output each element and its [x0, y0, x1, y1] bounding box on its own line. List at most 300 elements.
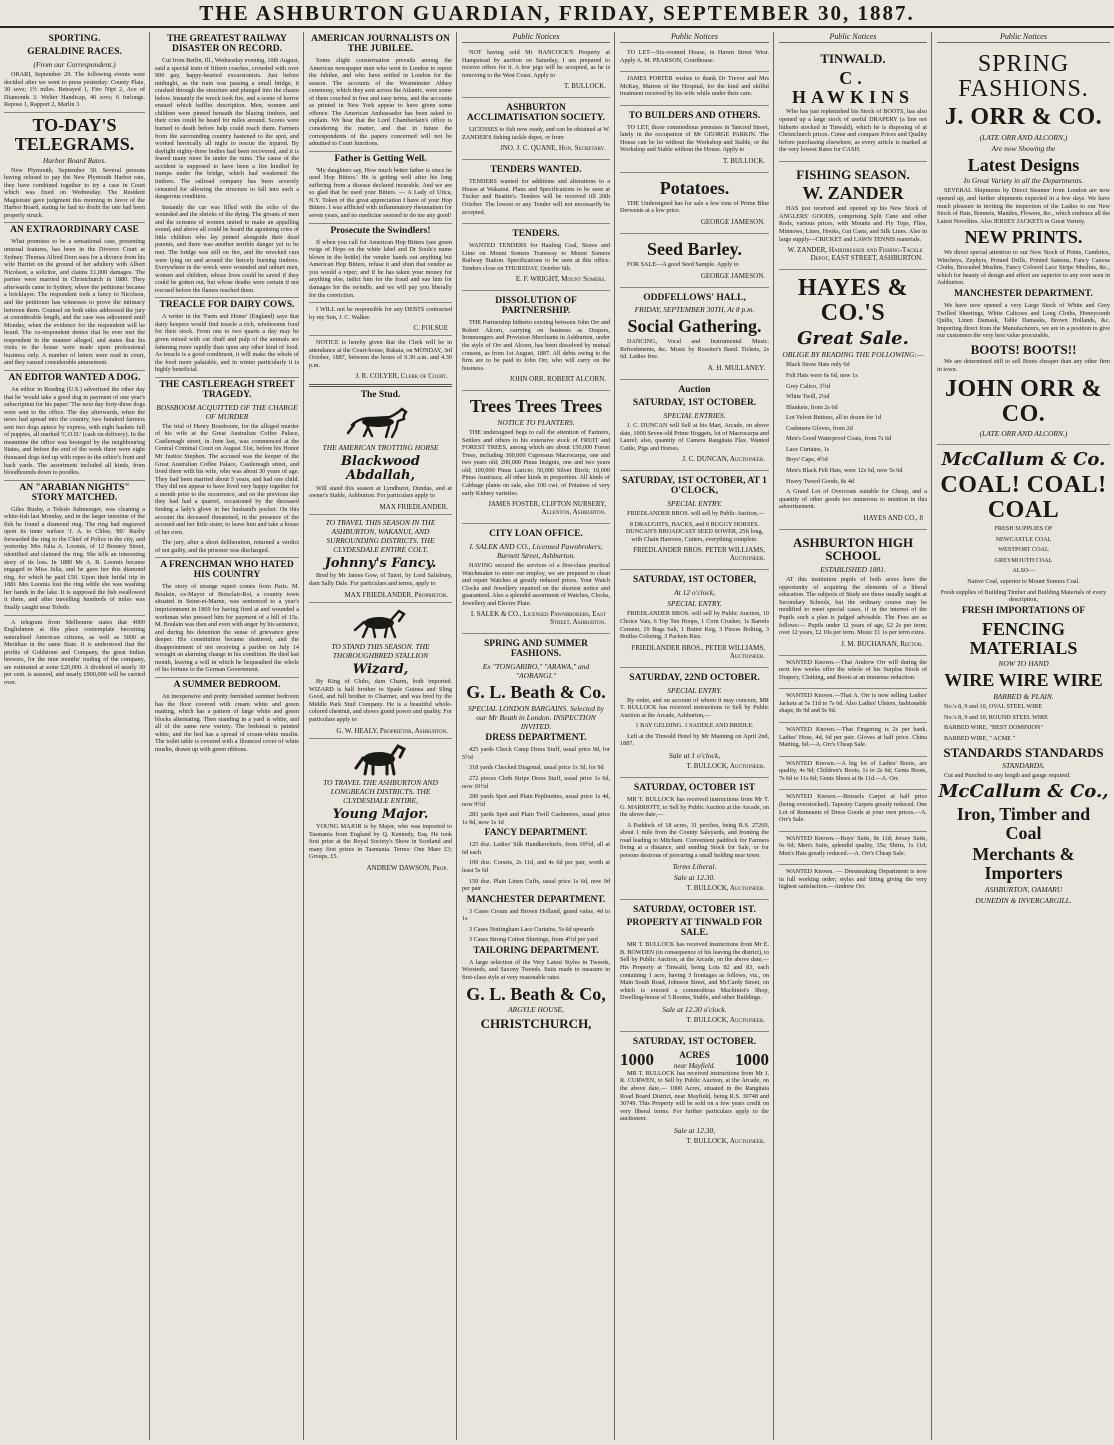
divider	[309, 602, 452, 603]
auction-duncan	[620, 380, 769, 471]
trees-signature: JAMES FOSTER, CLIFTON NURSERY, Allenton, Ashburton.	[488, 500, 606, 517]
auction3-body: FRIEDLANDER BROS. will sell by Public Auction, 10 Choice Vats, 6 Top Ten Hoops, 1 Corn Crusher, 1s Barrels Cement, 19 Bags Salt, 1 Butter Keg, 3 Pieces Bolting, 3 Bottles Coloring, 3 Packets Ries.	[620, 610, 769, 641]
hayes-signature: HAYES AND CO., 8	[863, 513, 923, 522]
trotting-horse-icon	[346, 403, 416, 441]
wire-subheading: BARBED & PLAIN.	[993, 692, 1054, 702]
column-header: Public Notices	[620, 32, 769, 43]
stud4-intro: TO TRAVEL THE ASHBURTON AND LONGBEACH DISTRICTS. THE CLYDESDALE ENTIRE,	[323, 777, 438, 805]
dissolution-notice	[462, 291, 610, 391]
auction4-type: SPECIAL ENTRY.	[667, 685, 722, 695]
father-body: 'My daughters say, How much better father is since he used Hop Bitters.' He is getting well after his long suffering from a disease declared incurable. And we are so glad that he used your Bitters. — A Lady of Utica, N.Y. Token of the great appreciation I have of your Hop Bitters. I was afflicted with inflammatory rheumatism for seven years, and no medicine seemed to do me any good!	[309, 166, 452, 220]
masthead: THE ASHBURTON GUARDIAN, FRIDAY, SEPTEMBER 30, 1887.	[0, 0, 1114, 28]
extraordinary-body: What promises to be a sensational case, presenting unusual features, has been in the Divorce Court at Sydney. Thomas Alfred Dorn sues for a divorce from his wife Harriet on the ground of her adultery with Albert Nicolson, a solicitor, and claims £1,000 damages. The parties were married in Christchurch in 1880. They afterwards came to Sydney, where the petitioner became a bricklayer. The respondent took a fancy to Nicolson, and the petitioner has witnesses to prove the intimacy between them. Counsel on both sides addressed the jury at considerable length, and the case was adjourned until Monday, when the evidence for the respondent will be heard. The co-respondent denies that he ever met the respondent in the manner alleged, and states that his visits to the house were made upon professional business only. A number of letters were read in court, and they caused considerable amusement.	[4, 238, 145, 367]
father-heading: Father is Getting Well.	[334, 153, 427, 164]
fencing-heading: FENCING MATERIALS	[969, 618, 1078, 658]
column-header: Public Notices	[937, 32, 1110, 43]
orr-subheading: (LATE ORR AND ALCORN,)	[979, 132, 1068, 142]
hayes-row: Heavy Tweed Goods, 8s 4d	[786, 477, 855, 485]
journalists-heading: AMERICAN JOURNALISTS ON THE JUBILEE.	[311, 34, 450, 54]
oddfellows-date: FRIDAY, SEPTEMBER 30TH, At 8 p.m.	[634, 305, 755, 315]
castlereagh-body: The trial of Henry Bossboom, for the alleged murder of his wife at the Great Australian Coffee Palace, Castlereagh street, in June last, was commenced at the Central Criminal Court on August 31st, before his Honor Mr Justice Stephen. The accused was the keeper of the Great Australian Coffee Palace, Castlereagh street, and lived there with his wife, who was about 30 years of age. They had been married about 5 years, and had one child. They did not appear to have lived very happy together for a month prior to the occurrence, and on the previous day they had had a quarrel, occasioned by the deceased finding a lady's glove in her husband's pocket. On this account the deceased threatened, in the presence of the accused and her little sister, to leave him and take a house of her own.	[155, 422, 299, 536]
column-news-3	[305, 32, 457, 1440]
divider	[4, 370, 145, 371]
tenders-body: TENDERS wanted for additions and alterations to a House at Wakanui. Plans and Specifications to be seen at Tucker and Beattie's. Tenders will be received till 20th October. The lowest or any Tender will not necessarily be accepted.	[462, 178, 610, 216]
latest-heading: Latest Designs	[967, 154, 1080, 175]
builders-body: TO LET, those commodious premises in Tancred Street, lately in the occupation of Mr GEORGE PARKIN. The House can be let without the Workshop and Stable, or the Workshop and Stable without the House. Apply to	[620, 123, 769, 154]
hayes-row: Lace Curtains, 1s	[786, 445, 830, 453]
stud1-intro: THE AMERICAN TROTTING HORSE	[322, 443, 439, 453]
auction4-signature: T. BULLOCK, Auctioneer.	[686, 761, 765, 770]
auction-friedlander-1	[620, 471, 769, 570]
dissolution-heading: DISSOLUTION OF PARTNERSHIP.	[495, 296, 577, 317]
acclimatisation-notice	[462, 98, 610, 160]
dress-row: 283 yards Spot and Plain Twill Cashmeres, usual price 1s 9d, now 1s 1d	[462, 811, 610, 826]
hawkins-body: Who has just replenished his Stock of BOOTS, has also opened up a large stock of useful DRAPERY (a line not hitherto stocked in Tinwald), which he is disposing of at Christchurch prices. Come and compare Prices and Quality before purchasing elsewhere, as every article is marked at the very lowest Rates for CASH.	[779, 108, 927, 154]
beath-subheading: SPECIAL LONDON BARGAINS. Selected by our Mr Beath in London. INSPECTION INVITED.	[468, 704, 604, 732]
social-body: DANCING, Vocal and Instrumental Music. Refreshments, &c. Music by Rossiter's Band. Tickets, 2s 6d. Ladies free.	[620, 338, 769, 361]
column-notices-3	[775, 32, 932, 1440]
jorr-heading: JOHN ORR & CO.	[945, 375, 1102, 427]
treacle-heading: TREACLE FOR DAIRY COWS.	[159, 300, 295, 311]
orr-wanted-1	[779, 656, 927, 690]
column-notices-2	[616, 32, 774, 1440]
school-established: ESTABLISHED 1881.	[820, 565, 886, 575]
auction5-terms: Terms Liberal.	[672, 862, 717, 872]
divider	[155, 377, 299, 378]
fancy-row: 150 doz. Plain Linen Cuffs, usual price 1s 6d, now 9d per pair	[462, 877, 610, 893]
divider	[155, 677, 299, 678]
wanted-notice: WANTED Known.—A big lot of Ladies' Boots, are quality, 4s 9d; Children's Boots, 1s to 2s 6d; Gents Boots, 7s 6d to 11s 6d; Gents Shoes at 8s 11d.—A. Orr.	[779, 759, 927, 782]
sporting-heading: SPORTING.	[48, 34, 101, 44]
dissolution-signature: JOHN ORR. ROBERT ALCORN.	[509, 375, 606, 384]
auction6-time: Sale at 12.30 o'clock.	[662, 1004, 727, 1014]
orr-manchester-body: We have now opened a very Large Stock of White and Grey Twilled Sheetings, White Calicoes and Long Cloths, Honeycomb Quilts, Linen Damask, Table Damasks, Brown Hollands, &c. Importing direct from the Manufacturers, we are in a position to give our customers the very best value procurable.	[937, 301, 1110, 340]
auction3-time: At 12 o'clock,	[674, 588, 715, 598]
dress-row: 272 pieces Cloth Stripe Dress Stuff, usual price 1s 6d, now 10½d	[462, 774, 610, 790]
spring-subheading: Ex "TONGARIRO," "ARAWA," and "AORANGI."	[482, 662, 590, 681]
railway-body: Cut from Berlin, Ill., Wednesday evening, 10th August, said a special train of fifteen coaches, crowded with over 900 gay, happy-hearted excursionists. Just before midnight, as the train was passing a small bridge, it crashed through the structure and plunged into the chasm below. Instantly the wreck took fire, and a scene of horror ensued which baffles description. Men, women and children were pinned beneath the blazing timbers, and their cries could be heard for miles around. Scores were burned to death before help could reach them. Farmers from the surrounding country hastened to the spot, and worked heroically all night to rescue the injured. By daylight eighty-three bodies had been recovered, and it is feared many more lie under the ruins. The cause of the accident is supposed to have been a fire kindled by tramps under the bridge, which had weakened the timbers. The railroad company has been severely censured for allowing the structure to fall into such a dangerous condition.	[155, 56, 299, 201]
dress-list	[462, 746, 610, 826]
tinwald-heading: TINWALD.	[820, 51, 886, 66]
stud1-name: Blackwood Abdallah,	[341, 454, 420, 484]
orr-wanted-3	[779, 723, 927, 757]
tailoring-heading: TAILORING DEPARTMENT.	[473, 945, 599, 956]
standards-body: Cut and Punched to any length and gauge required.	[944, 772, 1071, 780]
auction6-body: MR T. BULLOCK has received instructions from Mr E. B. BOWDEN (in consequence of his leaving the district), to Sell by Public Auction, at the Arcade, on the above date,— His Property at Tinwald, being Lots 82 and 83, each containing 1 acre, having 3 frontages as follows, viz., on Main South Road, Johnson Street, and McCardy Street, on which is erected a commodious Machinist's Shop, Dwelling-house of 5 Rooms, Stable, and other Buildings.	[620, 941, 769, 1002]
divider	[309, 223, 452, 224]
jorr-subheading: (LATE ORR AND ALCORN.)	[979, 428, 1068, 438]
acres-signature: T. BULLOCK, Auctioneer.	[686, 1136, 765, 1145]
boots-heading: BOOTS! BOOTS!!	[970, 341, 1077, 357]
trees-advert	[462, 391, 610, 524]
coal-row: WESTPORT COAL	[998, 546, 1049, 554]
orr-advert	[937, 46, 1110, 445]
loan-subheading: I. SALEK AND CO., Licensed Pawnbrokers, Burnett Street, Ashburton.	[469, 542, 603, 561]
barley-heading: Seed Barley.	[647, 239, 742, 260]
castlereagh-heading: THE CASTLEREAGH STREET TRAGEDY.	[159, 379, 295, 400]
hancock-notice	[462, 46, 610, 98]
orr-wanted-2	[779, 689, 927, 723]
auction-friedlander-2	[620, 570, 769, 667]
clerk-notice: NOTICE is hereby given that the Clerk will be in attendance at the Court-house, Rakaia, on MONDAY, 3rd October, 1887, between the hours of 9.30 a.m. and 4.30 p.m.	[309, 339, 452, 369]
stud-heading: The Stud.	[360, 390, 401, 401]
fishing-heading: FISHING SEASON.	[796, 166, 910, 182]
orr-wanted-5	[779, 790, 927, 831]
tolet-body: TO LET—Six-roomed House, in Haven Street West. Apply A. M. PEARSON, Courthouse.	[620, 49, 769, 64]
barley-signature: GEORGE JAMESON.	[700, 271, 765, 280]
correspondent-note: (From our Correspondent.)	[33, 59, 116, 69]
auction6-date: SATURDAY, OCTOBER 1ST.	[633, 905, 756, 916]
stud2-name: Johnny's Fancy.	[324, 555, 437, 571]
dress-heading: DRESS DEPARTMENT.	[485, 733, 587, 744]
arabian-heading: AN "ARABIAN NIGHTS" STORY MATCHED.	[19, 482, 130, 503]
auction2-date: SATURDAY, 1ST OCTOBER, AT 1 O'CLOCK,	[622, 476, 767, 497]
barley-advert	[620, 234, 769, 287]
hancock-signature: T. BULLOCK.	[563, 82, 606, 91]
boots-body: We are determined still to sell Boots cheaper than any other firm in town.	[937, 358, 1110, 373]
auction1-type: SPECIAL ENTRIES.	[663, 410, 726, 420]
standards-subheading: STANDARDS.	[1002, 761, 1045, 771]
auction4-note: Left at the Tinwald Hotel by Mr Manning on April 2nd, 1887.	[620, 732, 769, 748]
divider	[155, 297, 299, 298]
divider	[4, 112, 145, 113]
loan-office-advert	[462, 524, 610, 634]
editor-body: An editor in Reading (U.S.) advertised the other day that he 'would take a good dog in payment of one year's subscription for his paper.' The next day forty-three dogs were sent to the office. The day afterwards, when the news had spread into the country, two hundred farmers sent two dogs apiece by express, with eight baskets full of puppies, all marked 'C.O.D.' (cash on delivery). In the meantime the office was besieged by the neighbouring States, and before the end of the week there were eight thousand dogs tied up with ropes to the editor's front and back yards. The assortment included all kinds, from bloodhounds down to poodles.	[4, 385, 145, 477]
auction3-type: SPECIAL ENTRY.	[667, 599, 722, 609]
manchester-row: 3 Cases Cream and Brown Holland, grand value, 4d to 1s	[462, 907, 610, 923]
manchester-row: 3 Cases Strong Cotton Shirtings, from 4½d per yard	[469, 936, 598, 944]
acres-sub: near Mayfield.	[673, 1061, 716, 1070]
zander-heading: W. ZANDER	[802, 183, 904, 204]
hancock-body: NOT having sold Mr HANCOCK'S Property at Hampstead by auction on Saturday, I am prepared to receive offers for it. A few pigs will be accepted, as he is removing to the West Coast. Apply to	[462, 49, 610, 79]
zander-advert	[779, 162, 927, 270]
column-header: Public Notices	[462, 32, 610, 43]
stud4-name: Young Major.	[332, 806, 429, 822]
coal-row: GREYMOUTH COAL	[994, 556, 1053, 564]
auction5-signature: T. BULLOCK, Auctioneer.	[686, 884, 765, 893]
acclimatisation-body: LICENSES to fish now ready, and can be obtained at W. ZANDER'S fishing tackle depot, or from	[462, 126, 610, 141]
loan-signature: I. SALEK & CO., Licensed Pawnbrokers, East Street, Ashburton.	[470, 610, 606, 627]
wire-row: No.'s 8, 9 and 10, ROUND STEEL WIRE	[944, 713, 1048, 721]
acclimatisation-signature: JNO. J. C. QUANE, Hon. Secretary.	[500, 144, 606, 153]
fencing-subheading: NOW TO HAND	[998, 659, 1049, 669]
orr-heading: J. ORR & CO.	[944, 104, 1103, 131]
builders-signature: T. BULLOCK.	[722, 157, 765, 166]
hayes-body: A Grand Lot of Overcoats suitable for Cheap, and a quantity of other goods too numerous to mention in this advertisement.	[779, 488, 927, 511]
geraldine-heading: GERALDINE RACES.	[27, 46, 122, 57]
acres-left: 1000	[620, 1049, 654, 1069]
wanted-notice: WANTED Known.—That A. Orr is now selling Ladies' Jackets at 5s 11d to 7s 6d. Also Ladies' Ulsters, fashionable shape, 8s 9d and 9s 9d.	[779, 692, 927, 715]
coal-row: FRESH SUPPLIES OF	[994, 525, 1053, 533]
manchester-row: 3 Cases Nottingham Lace Curtains, 5s 6d upwards	[469, 925, 595, 933]
treacle-body: A writer in the 'Farm and Home' (England) says that dairy keepers would find treacle a rich, wholesome food for their stock. From one to two quarts a day may be given mixed with cut chaff and pulp of the animals are fattening more rapidly than upon any other kind of food. As treacle is a good condiment, it will make the whole of the food more palatable, and in winter particularly it is highly beneficial.	[155, 313, 299, 374]
porter-notice	[620, 72, 769, 106]
hayes-row: Felt Hats were 6s 6d, now 1s	[786, 371, 858, 379]
orr-manchester-heading: MANCHESTER DEPARTMENT.	[954, 288, 1093, 299]
stud2-intro: TO TRAVEL THIS SEASON IN THE ASHBURTON, WAKANUI, AND SURROUNDING DISTRICTS. THE CLYDESDALE ENTIRE COLT,	[325, 517, 436, 554]
acres-mid-label: ACRES	[679, 1049, 710, 1060]
hawkins-heading: C. HAWKINS	[791, 67, 915, 107]
railway-body-2: Instantly the car was filled with the echo of the wounded and the shrieks of the dying. The groans of men and the screams of women united to make an appalling sound, and above all could be heard the agonising cries of little children who lay pinned alongside their dead parents, and there was another terrible danger yet to be met. The bridge was still on fire, and the wrecked cars were lying on and around the fiercely burning timbers. Everywhere in the wreck were wounded and unhurt men, women and children, whose lives could be saved if they could be gotten out, but whose deaths were certain if not rescued before the flames reached them.	[155, 203, 299, 294]
prints-body: We direct special attention to our New Stock of Prints, Cambrics, Wincheys, Zephyrs, Printed Drills, Printed Sateens, Fancy Canvas Cloths, Brocaded Muslins, Fancy Colored Lace Stripe Muslins, &c., which for beauty of design and effect are superior to any ever seen in Ashburton.	[937, 249, 1110, 287]
hayes-heading: HAYES & CO.'S	[798, 275, 908, 327]
latest-subheading: In Great Variety in all the Departments.	[963, 176, 1084, 186]
auction4-items: 1 BAY GELDING. 1 SADDLE AND BRIDLE.	[635, 722, 754, 730]
divider	[309, 151, 452, 152]
wire-row: BARBED WIRE, " ACME "	[944, 734, 1016, 742]
auction6-title: PROPERTY AT TINWALD FOR SALE.	[626, 918, 763, 939]
acres-time: Sale at 12.30,	[673, 1125, 716, 1135]
builders-notice	[620, 106, 769, 173]
wanted-notice: WANTED Known.—That Fingering is 2s per hank. Ladies' Hose, 4d, 6d per pair. Gloves at half price. China Matting, 6d.—A. Orr's Cheap Sale.	[779, 726, 927, 749]
auction1-date: SATURDAY, 1ST OCTOBER.	[632, 398, 757, 409]
beath-address: ARGYLE HOUSE,	[508, 1005, 564, 1015]
auction1-body: J. C. DUNCAN will Sell at his Mart, Arcade, on above date, 1000 Seven-old Prime Hoggets, lot of Macrocarpa and Laurel; also, quantity of Camera Rangitata Flax. Wanted Cattle, Pigs and Horses.	[620, 421, 769, 452]
divider	[4, 480, 145, 481]
hayes-row: Cashmere Gloves, from 2d	[786, 424, 853, 432]
auction-bullock-paddock	[620, 778, 769, 900]
telegrams-heading: TO-DAY'S TELEGRAMS.	[14, 114, 135, 154]
orr-wanted-4	[779, 757, 927, 791]
loan-body: HAVING secured the services of a first-class practical Watchmaker to enter our employ, we are prepared to clean and repair Watches at greatly reduced prices. Your Watch Clocks and Jewellery repaired on the shortest notice and guaranteed. Also a splendid assortment of Watches, Clocks, Jewellery and Electro Plate.	[462, 562, 610, 607]
stud3-signature: G. W. HEALY, Proprietor, Ashburton.	[336, 726, 448, 735]
potatoes-body: THE Undersigned has for sale a few tons of Prime Blue Derwents at a low price.	[620, 199, 769, 215]
wire-row: BARBED WIRE, "BEST DOMINION"	[944, 724, 1044, 732]
auction-bullock-gelding	[620, 668, 769, 778]
acres-banner	[620, 1050, 769, 1070]
auction2-body: FRIEDLANDER BROS. will sell by Public Auction,—	[627, 510, 765, 518]
school-signature: J. M. BUCHANAN, Rector.	[841, 639, 923, 648]
divider	[4, 615, 145, 616]
prosecute-body: If when you call for American Hop Bitters (see green twigs of Hops on the white label and Dr Soule's name blown in the bottle) the vendor hands out anything but American Hop Bitters, refuse it and shun that vendor as you would a viper; and if he has taken your money for anything else, indict him for the fraud and sue him for damages for the swindle, and we will pay you liberally for the conviction.	[309, 238, 452, 299]
hayes-row: Men's Black Felt Hats, were 12s 6d, now 5s 6d	[786, 467, 903, 475]
wanted-notice: WANTED Known.—That Andrew Orr will during the next few weeks offer the whole of his Surplus Stock of Drapery, Clothing, and Boots at an immense reduction.	[779, 658, 927, 681]
stud4-signature: ANDREW DAWSON, Prop.	[366, 864, 448, 873]
divider	[155, 557, 299, 558]
divider	[309, 384, 452, 387]
beath-name: G. L. Beath & Co.	[466, 682, 606, 703]
extraordinary-heading: AN EXTRAORDINARY CASE	[10, 225, 139, 236]
porter-body: JAMES PORTER wishes to thank Dr Trevor and Mrs McKay, Matron of the Hospital, for the kind and skilful treatment received by his wife while under their care.	[620, 75, 769, 98]
orr-wanted-6	[779, 832, 927, 866]
tenders2-notice	[462, 224, 610, 291]
wanted-notice: WANTED Known.—Boys' Suits, 8s 11d; Jersey Suits, 6s 6d; Men's Suits, splendid quality, 35s; Shirts, 1s 11d; Men's Hats greatly reduced.—A. Orr's Cheap Sale.	[779, 834, 927, 857]
divider	[309, 514, 452, 515]
potatoes-heading: Potatoes.	[659, 178, 730, 199]
auction-bullock-acres	[620, 1032, 769, 1152]
mccallum-heading: McCallum & Co.	[941, 448, 1106, 470]
stud3-name: Wizard,	[352, 661, 409, 677]
zander-body: HAS just received and opened up his New Stock of ANGLERS' GOODS, comprising Split Cane and other Rods, various prices, with Mounts and Fly Tops, Flies, Minnows, Lines, Hooks, Gut Casts, and Silk Lines. Also in large supply—CRICKET and LAWN TENNIS materials.	[779, 205, 927, 243]
journalists-body: Some slight consternation prevails among the American newspaper men who went to London to report the Jubilee, and who have settled in London for the season. The accounts of the Westminster Abbey ceremony, which they sent across the Atlantic, were some of them couched in free and easy terms, and the accounts as printed in New York appear to have given some offence. The American Ambassador has been asked to explain. We hear that the Lord Chamberlain's office is considering the matter, and that in future the correspondents of the papers concerned will not be admitted to Court functions.	[309, 56, 452, 148]
school-body: AT this institution pupils of both sexes have the opportunity of acquiring the elements of a liberal education. The subjects of Study are those usually taught at Secondary Schools, but the ordinary course may be modified to meet special cases, if in the interest of the Pupils such a plan is judged advisable. The Fees are as follows:— Pupils under 12 years of age, £2 2s per term; over 12 years, £2 10s per term. Music £1 1s per term extra.	[779, 576, 927, 637]
dress-row: 290 yards Spot and Plain Peplinettes, usual price 1s 4d, now 9½d	[462, 793, 610, 808]
tolet-notice	[620, 46, 769, 72]
responsibility-notice: I WILL not be responsible for any DEBTS contracted by my Son, J. C. Walker.	[309, 306, 452, 321]
london-body: A telegram from Melbourne states that 4000 Englishmen at this place contemplate becoming naturalised American citizens, as well as 5000 at Meridian in the same State. It is understood that the profits of Goldstone and Company, the great Indian brewers, for the nine months' trading of the company, are estimated at some £20,000. A dividend of nearly 30 per cent. is assured, and nearly £900,000 will be carried over.	[4, 618, 145, 687]
hayes-row: Black Straw Hats only 6d	[786, 361, 850, 369]
acres-date: SATURDAY, 1ST OCTOBER.	[632, 1036, 757, 1047]
fresh-heading: FRESH IMPORTATIONS OF	[961, 605, 1086, 616]
column-notices-4	[933, 32, 1114, 1440]
acclimatisation-heading: ASHBURTON ACCLIMATISATION SOCIETY.	[466, 103, 606, 124]
hayes-subheading: Great Sale.	[797, 327, 909, 349]
auction3-signature: FRIEDLANDER BROS., PETER WILLIAMS, Auctioneer.	[631, 643, 765, 660]
responsibility-signature: C. FOLSUE	[413, 324, 448, 333]
wanted-notice: WANTED Known.—Brussels Carpet at half price (being overstocked). Tapestry Carpets greatly reduced. One Lot of Remnants of Dress Goods at your own prices.—A. Orr's Sale.	[779, 793, 927, 824]
fancy-heading: FANCY DEPARTMENT.	[484, 828, 588, 839]
auction4-date: SATURDAY, 22ND OCTOBER.	[629, 672, 760, 683]
fancy-row: 125 doz. Ladies' Silk Handkerchiefs, from 10½d, all at 6d each	[462, 841, 610, 856]
oddfellows-heading: ODDFELLOWS' HALL,	[643, 292, 746, 303]
hayes-price-list	[779, 361, 927, 485]
wanted-notice: WANTED Known. — Dressmaking Department is now in full working order; styles and fitting giving the very highest satisfaction.—Andrew Orr.	[779, 868, 927, 891]
cities: ASHBURTON, OAMARU	[984, 885, 1063, 895]
stud3-intro: TO STAND THIS SEASON. THE THOROUGHBRED STALLION	[331, 641, 430, 660]
auction1-signature: J. C. DUNCAN, Auctioneer.	[682, 455, 765, 464]
auction6-signature: T. BULLOCK, Auctioneer.	[686, 1015, 765, 1024]
stallion-icon	[351, 606, 411, 640]
dress-row: 318 yards Checked Diagonal, usual price 1s 3d, for 9d	[469, 764, 604, 772]
social-signature: A. H. MULLANEY.	[707, 364, 765, 373]
school-heading: ASHBURTON HIGH SCHOOL	[792, 534, 914, 564]
tailoring-body: A large selection of the Very Latest Styles in Tweeds, Worsteds, and Saxony Tweeds. Suits made to measure in first-class style at very reasonable rates.	[462, 958, 610, 981]
stud3-body: By King of Clubs, dam Charm, both imported. WIZARD is half brother to Spade Guinea and Sling Good, and full brother to Charmer, and was bred by the Middle Park Stud Company. He is a beautiful whole-colored chestnut, and shows grand power and quality. For particulars apply to	[309, 678, 452, 724]
builders-heading: TO BUILDERS AND OTHERS.	[628, 110, 761, 121]
school-advert	[779, 530, 927, 656]
arabian-body: Giles Rusby, a Toledo fishmonger, was cleaning a white-fish last Monday, and in the larger intestine of the fish he found a diamond ring. The ring had engraved upon its inner surface 'J. A. to Chloe, '80.' Rusby forwarded the ring to the Chief of Police in the city, and yesterday Mrs Julia A. Loomis, of 12 Bonney Street, identified and claimed the ring. She tells an interesting story of its loss. In 1880 Mr A. B. Loomis became engaged to Miss Julia, and he gave her this diamond ring, for which he paid £50. Upon their bridal trip in 1881 Mrs Loomis lost the ring while she was washing her hands in the lake. It is supposed the fish swallowed it there, and after travelling hundreds of miles was finally caught near Toledo.	[4, 505, 145, 611]
prosecute-heading: Prosecute the Swindlers!	[330, 225, 431, 236]
mccallum-advert	[937, 445, 1110, 911]
mccallum-heading-2: McCallum & Co.,	[938, 780, 1109, 802]
hayes-row: Grey Calico, 3½d	[786, 382, 830, 390]
editor-heading: AN EDITOR WANTED A DOG.	[8, 373, 141, 383]
castlereagh-subheading: BOSSBOOM ACQUITTED OF THE CHARGE OF MURDER	[156, 402, 298, 421]
column-news-2	[151, 32, 304, 1440]
railway-heading: THE GREATEST RAILWAY DISASTER ON RECORD.	[167, 34, 287, 54]
stud2-signature: MAX FRIEDLANDER, Proprietor.	[344, 590, 448, 599]
hayes-row: Boys' Caps, 4½d	[786, 456, 828, 464]
divider	[309, 335, 452, 336]
acres-body: MR T. BULLOCK has received instructions from Mr J. R. CURWEN, to Sell by Public Auction, at the Arcade, on the above date,— 1000 Acres, situated in the Rangitata Road Board District, near Mayfield, being R.S. 30748 and 30749. This Property will be sold on a few years credit on very liberal terms. For further particulars apply to the auctioneer.	[620, 1069, 769, 1123]
beath-advert	[462, 634, 610, 1037]
column-news-1	[0, 32, 150, 1440]
potatoes-advert	[620, 173, 769, 234]
beath-city: CHRISTCHURCH,	[480, 1016, 592, 1032]
spring-heading: SPRING AND SUMMER FASHIONS.	[484, 639, 588, 660]
cities-2: DUNEDIN & INVERCARGILL.	[975, 896, 1072, 906]
coal-heading: COAL! COAL! COAL	[940, 471, 1107, 523]
coal-row: Native Coal, superior to Mount Somers Coal.	[967, 577, 1080, 585]
tenders-heading: TENDERS WANTED.	[490, 165, 582, 176]
barley-body: FOR SALE—A good Seed Sample. Apply to	[627, 260, 739, 268]
hayes-oblige: OBLIGE BY READING THE FOLLOWING:—	[782, 350, 924, 360]
stud1-body: Will stand this season at Lyndhurst, Dundas, and at owner's Stable, Ashburton. For particulars apply to	[309, 484, 452, 500]
manchester-heading: MANCHESTER DEPARTMENT.	[466, 894, 606, 905]
hawkins-advert	[779, 46, 927, 162]
stud4-body: YOUNG MAJOR is by Major, who was imported to Tasmania from England by Q. Kennedy, Esq. He took first prize at the Royal Society's Show in Scotland and many first prizes in Tasmania. Terms: One Mare £3; Groups, £5.	[309, 823, 452, 861]
frenchman-body: The story of strange rupert comes from Paris. M. Boulain, ex-Mayor of Boisclair-Roi, a country town situated in Seine-et-Marne, was sentenced to a year's imprisonment in 1869 for having fired at and wounded a workman who pressed him for payment of a bill of 15s. M. Boulain was then and even with anger by his sentence, and during his detention the sense of grievance grew deeper. His constitution became shattered, and the disappointment of not receiving a pardon on July 14 wrought an alarming change in his condition. He died last month, leaving a will in which he bequeathed the whole of his fortune to the German Government.	[155, 583, 299, 674]
orr-showing: Are now Showing the	[991, 143, 1056, 153]
acres-mid	[674, 1050, 715, 1070]
dress-row: 425 yards Check Camp Dress Stuff, usual price 9d, for 5½d	[462, 746, 610, 761]
standards-heading: STANDARDS STANDARDS	[943, 744, 1104, 760]
prints-heading: NEW PRINTS.	[964, 227, 1083, 248]
draught-horse-icon	[351, 742, 411, 776]
coal-row: ALSO—	[1012, 567, 1035, 575]
auction-bullock-tinwald	[620, 900, 769, 1031]
tenders-notice	[462, 160, 610, 224]
trees-body: THE undersigned begs to call the attention of Farmers, Settlers and others to his extensive stock of FRUIT and FOREST TREES, among which are about 150,000 Forest Trees, including 300,000 Cupressus Macrocarpa, one and two years old; 200,000 Pinus Insignis, one and two years old; 100,000 Pinus Laricio; 50,000 Silver Birch; 10,000 Pinus Austriaca; all other kinds in proportion. All kinds of Cabbage plants on sale, also 100 cwt. of Potatoes of very early Kidney varieties.	[462, 429, 610, 497]
divider	[4, 222, 145, 223]
trees-heading: Trees Trees Trees	[469, 396, 603, 417]
frenchman-heading: A FRENCHMAN WHO HATED HIS COUNTRY	[160, 560, 294, 581]
column-notices-1	[458, 32, 615, 1440]
merchants-heading: Merchants & Importers	[972, 844, 1075, 884]
orr-wanted-7	[779, 865, 927, 898]
dissolution-body: THE Partnership hitherto existing between John Orr and Robert Alcorn, carrying on business as Drapers, Ironmongers and Provision Merchants in Ashburton, under the style of Orr and Alcorn, has been dissolved by mutual consent, as from 1st August, 1887. All debts owing to the firm are to be paid to John Orr, who will carry on the business.	[462, 319, 610, 372]
divider	[309, 738, 452, 739]
castlereagh-body-2: The jury, after a short deliberation, returned a verdict of not guilty, and the prisoner was discharged.	[155, 539, 299, 554]
spring-fashions-heading: SPRING FASHIONS.	[958, 51, 1089, 103]
acres-right: 1000	[735, 1049, 769, 1069]
hayes-row: Blankets, from 2s 6d	[786, 403, 838, 411]
auction3-date: SATURDAY, 1ST OCTOBER,	[632, 575, 757, 586]
wire-row: No.'s 8, 9 and 10, OVAL STEEL WIRE	[944, 703, 1043, 711]
harbour-body: New Plymouth, September 30. Several persons having refused to pay the New Plymouth Harbor rate, they have combined together to try a case in Court which was fixed on Wednesday. The Resident Magistrate gave judgment this morning in favor of the Harbor Board, stating he had no doubt the rate had been properly struck.	[4, 166, 145, 219]
hayes-advert	[779, 270, 927, 530]
zander-signature: W. ZANDER, Hairdresser and Fishing-Tackle Depot, EAST STREET, ASHBURTON.	[787, 246, 923, 263]
divider	[309, 302, 452, 303]
auction5-body: MR T. BULLOCK has received instructions from Mr T. G. MARRIOTT, to Sell by Public Auction at the Arcade, on the above date,—	[620, 795, 769, 819]
orr-body: SEVERAL Shipments by Direct Steamer from London are now opened up, and further shipments expected in a few days. We have much pleasure in inviting the inspection of the Ladies to our New Stock of Hats, Bonnets, Mantles, Flowers, &c., which embrace all the Latest Novelties. Also JERSEY JACKETS in Great Variety.	[937, 187, 1110, 225]
summer-bedroom-heading: A SUMMER BEDROOM.	[173, 680, 281, 691]
loan-heading: CITY LOAN OFFICE.	[489, 529, 583, 540]
geraldine-body: ORARI, September 29. The following events were decided after we went to press yesterday: County Plate, 30 sovs; 1½ miles. Betrayed 1, Fire Nipt 2, Ace of Diamonds 3. Welter Handicap, 40 sovs; 6 furlongs. Repose 1, Rapport 2, Marlin 3.	[4, 70, 145, 109]
harbour-heading: Harbor Board Rates.	[42, 155, 107, 165]
iron-heading: Iron, Timber and Coal	[956, 803, 1091, 843]
potatoes-signature: GEORGE JAMESON.	[700, 218, 765, 227]
column-header: Public Notices	[779, 32, 927, 43]
hayes-row: Lot Velvet Buttons, all to dozen for 1d	[786, 414, 882, 422]
auction4-time: Sale at 1 o'clock,	[668, 750, 721, 760]
auction5-time: Sale at 12.30.	[673, 873, 716, 883]
auction5-items: A Paddock of 18 acres, 31 perches, being R.S. 27269, about 1 mile from the County Saleyards, and fronting the road leading to Mitcham. Convenient paddock for Farmers living at a distance, and sending Stock for Sale, or for persons desirous of procuring a small holding near town.	[620, 821, 769, 859]
auction4-body: By order, and on account of whom it may concern, MR T. BULLOCK has received instructions to Sell by Public Auction at the Arcade, Ashburton,—	[620, 696, 769, 719]
building-body: Fresh supplies of Building Timber and Building Materials of every description,	[940, 588, 1107, 604]
auction-heading: Auction	[678, 385, 711, 396]
stud1-signature: MAX FRIEDLANDER.	[379, 502, 448, 511]
beath-name-2: G. L. Beath & Co,	[466, 983, 606, 1004]
auction5-date: SATURDAY, OCTOBER 1ST	[633, 782, 756, 793]
fancy-row: 100 doz. Corsets, 2s 11d, and 4s 6d per pair, worth at least 5s 6d	[462, 859, 610, 874]
summer-bedroom-body: An inexpensive and pretty furnished summer bedroom has the floor covered with cream white and green matting, which has a pattern of large white and green blocks alternating. Then standing in a yard is white, and all of the same new variety. The bedstead is painted white, and the bed has a spread of cream-white muslin. The toilet table is covered with a flounced cover of white muslin, drawn up with green ribbons.	[155, 693, 299, 753]
tenders2-heading: TENDERS.	[512, 229, 560, 240]
hayes-row: Men's Good Waterproof Coats, from 7s 6d	[786, 435, 892, 443]
tenders2-body: WANTED TENDERS for Hauling Coal, Stores and Lime on Mount Somers Tramway to Mount Somers Railway Station. Specifications to be seen at this office. Tenders close on THURSDAY, October 6th.	[462, 242, 610, 272]
tenders2-signature: E. F. WRIGHT, Mount Somers.	[515, 275, 606, 284]
auction2-signature: FRIEDLANDER BROS. PETER WILLIAMS, Auctioneer.	[633, 546, 765, 563]
social-advert	[620, 288, 769, 381]
stud2-body: Bred by Mr James Gow, of Taieri, by Lord Salisbury, dam Sally Dale. For particulars and terms, apply to	[309, 572, 452, 588]
coal-row: NEWCASTLE COAL	[995, 535, 1052, 543]
auction2-type: SPECIAL ENTRY.	[667, 499, 722, 509]
auction2-items: 8 DRAUGHTS, HACKS, and 8 BUGGY HORSES. DUNCAN'S BROADCAST SEED SOWER, 25ft long, with Chain Harrows, Cutters, everything complete.	[625, 520, 764, 543]
hayes-row: White Twill, 2¼d	[786, 393, 830, 401]
trees-subheading: NOTICE TO PLANTERS.	[497, 418, 575, 428]
social-heading: Social Gathering.	[627, 316, 762, 337]
clerk-signature: J. R. COLYER, Clerk of Court.	[355, 372, 448, 381]
